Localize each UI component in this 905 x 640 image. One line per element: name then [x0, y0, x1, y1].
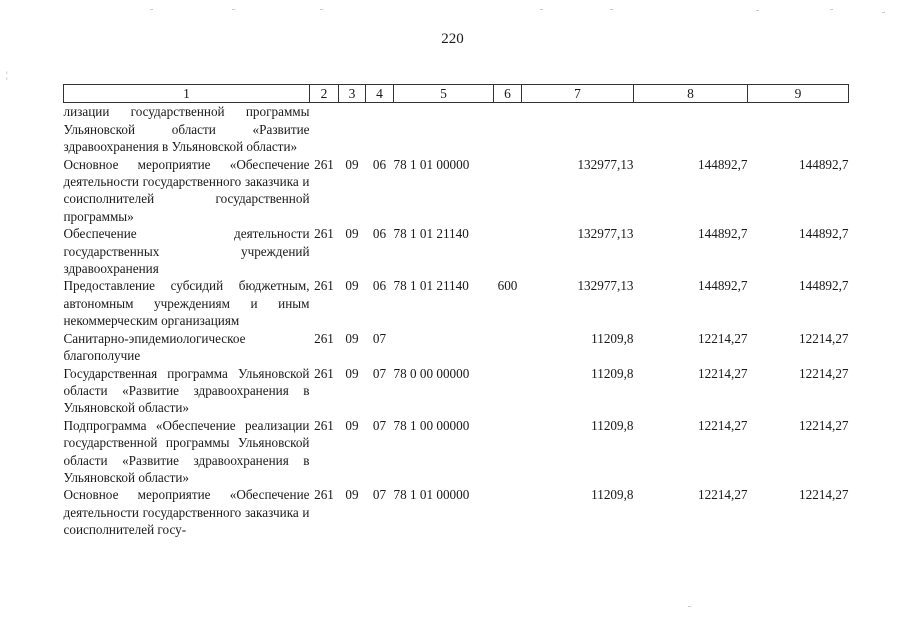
scan-speck: [150, 9, 153, 10]
cell-ministry: 261: [314, 156, 334, 172]
cell-amount-col7: 132977,13: [577, 226, 634, 242]
cell-subsection: 06: [372, 278, 387, 294]
cell-amount-col7: 132977,13: [577, 278, 634, 294]
cell-expense-type: [494, 417, 522, 487]
scan-margin-mark: ¦: [6, 70, 8, 80]
table-row: [64, 330, 849, 365]
budget-table: [63, 84, 849, 539]
cell-section: 09: [345, 330, 359, 346]
cell-amount-col7: 132977,13: [577, 156, 634, 172]
table-row: [64, 417, 849, 487]
cell-section: 09: [345, 278, 359, 294]
scan-speck: [320, 9, 323, 10]
cell-ministry: 261: [314, 417, 334, 433]
table-row: [64, 225, 849, 277]
row-name: Основное мероприятие «Обеспечение деятельности государственного заказчика и соисполнителей государственной программы»: [63, 156, 310, 224]
scan-speck: [756, 10, 759, 11]
table-body: [64, 103, 849, 539]
cell-expense-type: [494, 486, 522, 538]
scan-speck: [232, 9, 235, 10]
cell-amount-col9: 12214,27: [799, 417, 849, 433]
cell-target-article: 78 0 00 00000: [393, 365, 470, 381]
cell-expense-type: [494, 365, 522, 417]
cell-amount-col9: 12214,27: [799, 365, 849, 381]
cell-amount-col7: [522, 103, 634, 156]
scan-speck: [830, 9, 833, 10]
cell-amount-col8: 12214,27: [698, 365, 748, 381]
column-header-4: 4: [366, 85, 394, 103]
column-header-7: 7: [522, 85, 634, 103]
cell-subsection: 07: [372, 487, 387, 503]
cell-subsection: 07: [372, 330, 387, 346]
cell-target-article: 78 1 00 00000: [393, 417, 470, 433]
page-number: 220: [441, 31, 464, 47]
cell-amount-col8: 144892,7: [698, 278, 748, 294]
cell-expense-type: [494, 156, 522, 226]
row-name: лизации государственной программы Ульяновской области «Развитие здравоохранения в Ульяновской области»: [63, 104, 310, 155]
column-header-9: 9: [748, 85, 849, 103]
cell-expense-type: [494, 103, 522, 156]
table-row: [64, 486, 849, 538]
cell-section: 09: [345, 226, 359, 242]
cell-amount-col7: 11209,8: [591, 487, 634, 503]
cell-amount-col9: [748, 103, 849, 156]
row-name: Подпрограмма «Обеспечение реализации государственной программы Ульяновской области «Развитие здравоохранения в Ульяновской области»: [63, 417, 310, 485]
cell-ministry: 261: [314, 365, 334, 381]
cell-expense-type: [494, 330, 522, 365]
cell-ministry: 261: [314, 278, 334, 294]
scan-speck: [688, 606, 691, 607]
column-header-1: 1: [64, 85, 310, 103]
cell-amount-col7: 11209,8: [591, 417, 634, 433]
cell-target-article: 78 1 01 00000: [393, 487, 470, 503]
cell-expense-type: [494, 225, 522, 277]
cell-subsection: 07: [372, 417, 387, 433]
table-header-row: [64, 85, 849, 103]
scan-speck: [540, 9, 543, 10]
cell-target-article: [394, 330, 494, 365]
cell-amount-col8: 144892,7: [698, 226, 748, 242]
table-row: [64, 103, 849, 156]
column-header-8: 8: [634, 85, 748, 103]
cell-amount-col8: 144892,7: [698, 156, 748, 172]
cell-ministry: 261: [314, 487, 334, 503]
row-name: Основное мероприятие «Обеспечение деятельности государственного заказчика и соисполнителей госу-: [63, 487, 310, 538]
cell-target-article: [394, 103, 494, 156]
cell-amount-col9: 144892,7: [799, 278, 849, 294]
cell-target-article: 78 1 01 00000: [393, 156, 470, 172]
cell-amount-col7: 11209,8: [591, 330, 634, 346]
cell-ministry: [310, 103, 339, 156]
row-name: Санитарно-эпидемиологическое благополучие: [63, 330, 246, 364]
column-header-3: 3: [339, 85, 366, 103]
cell-subsection: [366, 103, 394, 156]
cell-ministry: 261: [314, 226, 334, 242]
column-header-2: 2: [310, 85, 339, 103]
cell-target-article: 78 1 01 21140: [393, 278, 469, 294]
cell-amount-col9: 144892,7: [799, 226, 849, 242]
cell-amount-col9: 12214,27: [799, 330, 849, 346]
row-name: Государственная программа Ульяновской области «Развитие здравоохранения в Ульяновской области»: [63, 365, 310, 416]
row-name: Обеспечение деятельности государственных учреждений здравоохранения: [63, 226, 310, 277]
cell-subsection: 06: [372, 156, 387, 172]
cell-amount-col8: [634, 103, 748, 156]
cell-section: 09: [345, 156, 359, 172]
row-name: Предоставление субсидий бюджетным, автономным учреждениям и иным некоммерческим организациям: [63, 278, 310, 329]
column-header-5: 5: [394, 85, 494, 103]
table-row: [64, 365, 849, 417]
cell-expense-type: 600: [497, 278, 518, 294]
cell-section: 09: [345, 365, 359, 381]
cell-amount-col8: 12214,27: [698, 417, 748, 433]
column-header-6: 6: [494, 85, 522, 103]
cell-amount-col7: 11209,8: [591, 365, 634, 381]
cell-amount-col8: 12214,27: [698, 487, 748, 503]
cell-amount-col8: 12214,27: [698, 330, 748, 346]
cell-section: [339, 103, 366, 156]
cell-amount-col9: 12214,27: [799, 487, 849, 503]
cell-target-article: 78 1 01 21140: [393, 226, 469, 242]
scan-speck: [882, 12, 885, 13]
cell-amount-col9: 144892,7: [799, 156, 849, 172]
table-row: [64, 277, 849, 329]
cell-subsection: 07: [372, 365, 387, 381]
table-row: [64, 156, 849, 226]
cell-ministry: 261: [314, 330, 334, 346]
cell-section: 09: [345, 417, 359, 433]
cell-section: 09: [345, 487, 359, 503]
scan-speck: [610, 9, 613, 10]
cell-subsection: 06: [372, 226, 387, 242]
